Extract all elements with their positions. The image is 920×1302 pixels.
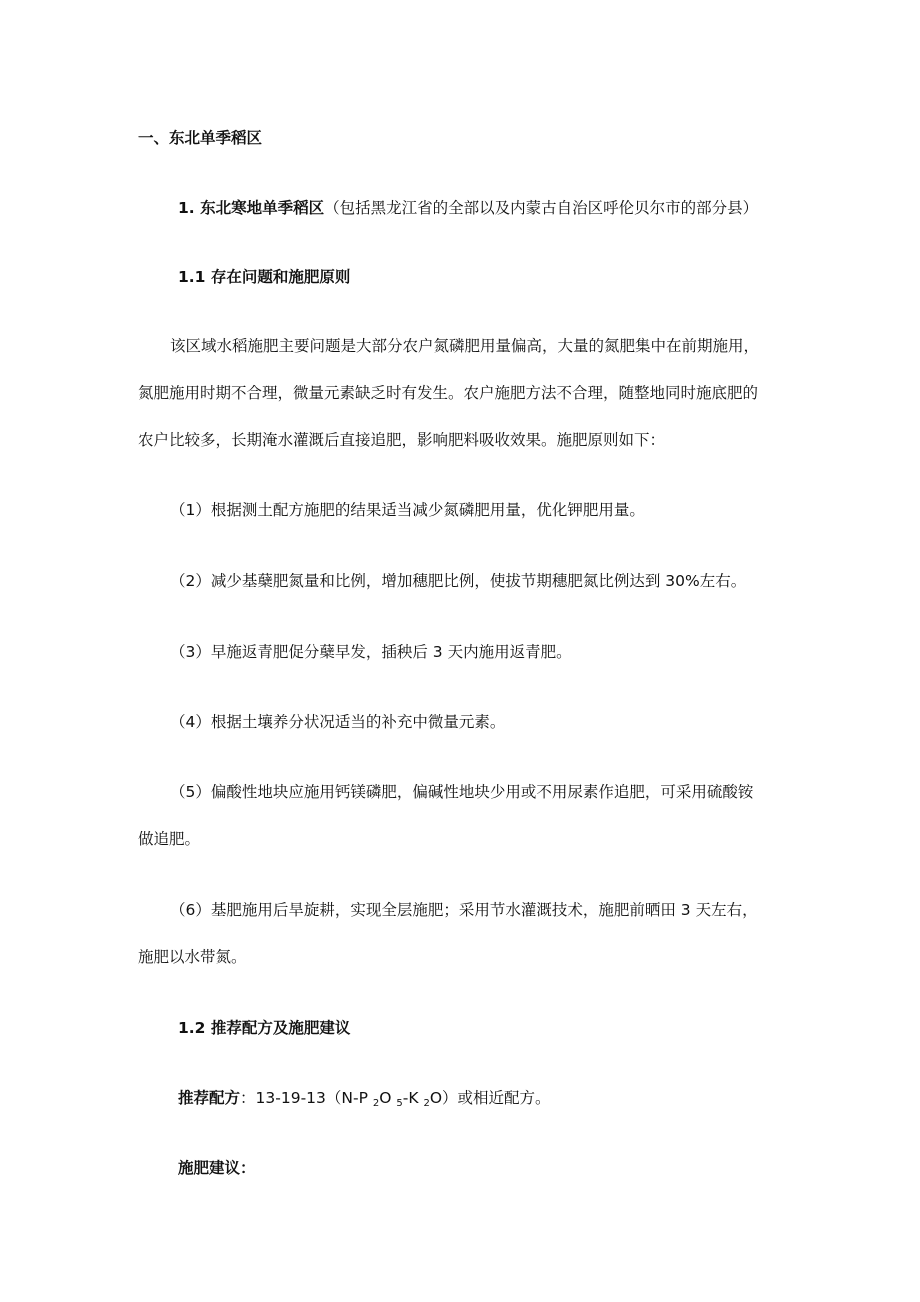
principle-6: （6）基肥施用后旱旋耕，实现全层施肥；采用节水灌溉技术，施肥前晒田 3 天左右， (170, 901, 758, 919)
subsection-title: 1. 东北寒地单季稻区 (178, 199, 325, 217)
formula-tail: O）或相近配方。 (429, 1089, 551, 1107)
section-title: 一、东北单季稻区 (138, 129, 263, 147)
subsection-note: （包括黑龙江省的全部以及内蒙古自治区呼伦贝尔市的部分县） (324, 199, 759, 217)
principle-1: （1）根据测土配方施肥的结果适当减少氮磷肥用量，优化钾肥用量。 (170, 501, 645, 519)
formula-sub: 5 (396, 1098, 403, 1109)
formula-part: -K (402, 1089, 419, 1107)
formula-colon: ： (240, 1089, 256, 1107)
intro-line: 该区域水稻施肥主要问题是大部分农户氮磷肥用量偏高，大量的氮肥集中在前期施用， (170, 337, 760, 355)
subsection-heading (178, 198, 758, 218)
formula-value: 13-19-13（N-P (255, 1089, 368, 1107)
formula-sub: 2 (372, 1098, 380, 1109)
principle-6-cont: 施肥以水带氮。 (138, 948, 247, 966)
formula-label: 推荐配方 (178, 1089, 241, 1107)
heading-1-1: 1.1 存在问题和施肥原则 (178, 268, 351, 286)
principle-2: （2）减少基蘖肥氮量和比例，增加穗肥比例，使拔节期穗肥氮比例达到 30%左右。 (170, 572, 747, 590)
heading-1-2: 1.2 推荐配方及施肥建议 (178, 1019, 351, 1037)
formula-sub: 2 (423, 1098, 430, 1109)
recommended-formula (178, 1088, 551, 1114)
principle-3: （3）早施返青肥促分蘖早发，插秧后 3 天内施用返青肥。 (170, 643, 572, 661)
principle-5-cont: 做追肥。 (138, 830, 201, 848)
formula-part: O (379, 1089, 392, 1107)
principle-5: （5）偏酸性地块应施用钙镁磷肥，偏碱性地块少用或不用尿素作追肥，可采用硫酸铵 (170, 783, 754, 801)
principle-4: （4）根据土壤养分状况适当的补充中微量元素。 (170, 713, 506, 731)
intro-line: 氮肥施用时期不合理，微量元素缺乏时有发生。农户施肥方法不合理，随整地同时施底肥的 (138, 384, 759, 402)
intro-line: 农户比较多，长期淹水灌溉后直接追肥，影响肥料吸收效果。施肥原则如下： (138, 431, 666, 449)
advice-label: 施肥建议： (178, 1159, 256, 1177)
